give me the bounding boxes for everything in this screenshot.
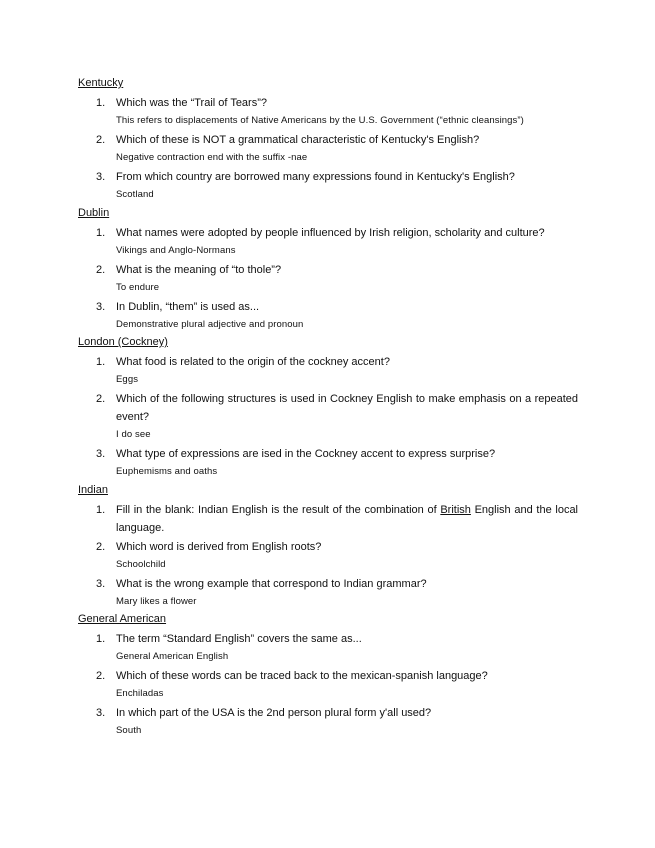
question-number: 3. (96, 578, 106, 590)
question-number: 3. (96, 171, 106, 183)
answer-text: Demonstrative plural adjective and pronoun (116, 319, 304, 330)
question-number: 1. (96, 97, 106, 109)
answer-text: This refers to displacements of Native Americans by the U.S. Government (“ethnic cleansings”) (116, 115, 524, 126)
section-heading: Kentucky (78, 77, 124, 89)
question-text: From which country are borrowed many expressions found in Kentucky's English? (116, 171, 515, 183)
fill-blank-answer: British (440, 504, 471, 516)
question-text: Which was the “Trail of Tears”? (116, 97, 267, 109)
answer-text: Enchiladas (116, 688, 164, 699)
question-text-before: Fill in the blank: Indian English is the result of the combination of (116, 504, 441, 516)
question-text: Which word is derived from English roots? (116, 541, 322, 553)
question-number: 2. (96, 134, 106, 146)
question-number: 2. (96, 670, 106, 682)
question-number: 1. (96, 227, 106, 239)
question-text (116, 501, 578, 537)
question-number: 2. (96, 264, 106, 276)
section-heading: London (Cockney) (78, 336, 168, 348)
answer-text: General American English (116, 651, 229, 662)
question-text: What names were adopted by people influenced by Irish religion, scholarity and culture? (116, 227, 545, 239)
answer-text: South (116, 725, 142, 736)
question-number: 1. (96, 633, 106, 645)
answer-text: Mary likes a flower (116, 596, 197, 607)
section-heading: Indian (78, 484, 108, 496)
question-number: 1. (96, 504, 106, 516)
question-text: Which of these words can be traced back to the mexican-spanish language? (116, 670, 488, 682)
question-text: Which of the following structures is used in Cockney English to make emphasis on a repeated event? (116, 393, 578, 423)
answer-text: Scotland (116, 189, 154, 200)
question-text: Which of these is NOT a grammatical characteristic of Kentucky's English? (116, 134, 480, 146)
question-number: 3. (96, 448, 106, 460)
question-text-after: English and the local language. (116, 504, 579, 534)
answer-text: To endure (116, 282, 160, 293)
question-number: 3. (96, 707, 106, 719)
question-text: In which part of the USA is the 2nd person plural form y'all used? (116, 707, 432, 719)
question-number: 1. (96, 356, 106, 368)
answer-text: Vikings and Anglo-Normans (116, 245, 236, 256)
question-text: What is the meaning of “to thole”? (116, 264, 282, 276)
answer-text: Negative contraction end with the suffix -nae (116, 152, 308, 163)
question-number: 2. (96, 393, 106, 405)
answer-text: Eggs (116, 374, 139, 385)
question-number: 3. (96, 301, 106, 313)
question-text: What food is related to the origin of the cockney accent? (116, 356, 390, 368)
question-text: What type of expressions are ised in the Cockney accent to express surprise? (116, 448, 496, 460)
answer-text: Schoolchild (116, 559, 166, 570)
answer-text: I do see (116, 429, 151, 440)
question-text: In Dublin, “them” is used as... (116, 301, 260, 313)
section-heading: General American (78, 613, 167, 625)
question-number: 2. (96, 541, 106, 553)
question-text: What is the wrong example that correspond to Indian grammar? (116, 578, 427, 590)
answer-text: Euphemisms and oaths (116, 466, 218, 477)
section-heading: Dublin (78, 207, 110, 219)
question-text: The term “Standard English” covers the same as... (116, 633, 362, 645)
